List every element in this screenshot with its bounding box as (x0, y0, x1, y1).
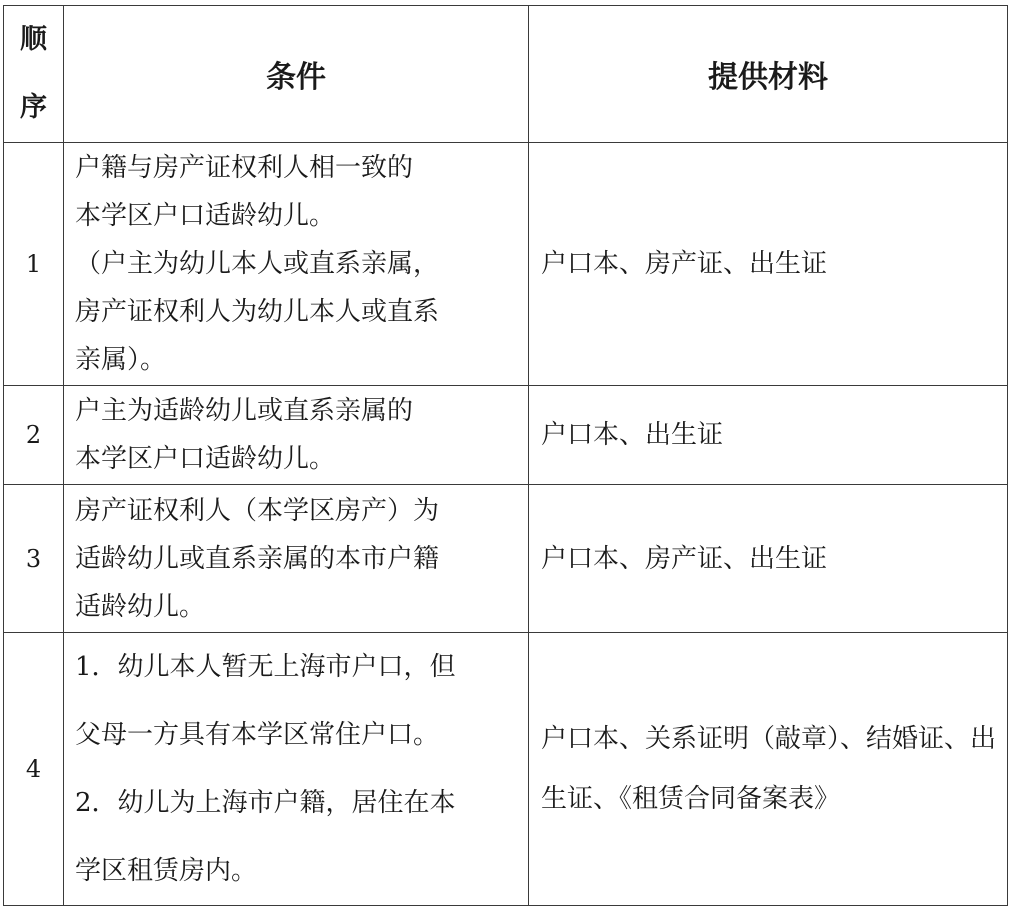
header-row (4, 6, 1008, 143)
row-materials: 户口本、房产证、出生证 (529, 485, 1008, 633)
row-condition (64, 386, 529, 485)
materials-header: 提供材料 (529, 6, 1008, 143)
condition-line: 适龄幼儿或直系亲属的本市户籍 (75, 543, 440, 574)
condition-line: 户籍与房产证权利人相一致的 (75, 153, 414, 183)
condition-line: 1．幼儿本人暂无上海市户口，但 (75, 652, 456, 682)
row-condition (64, 485, 529, 633)
condition-line: 亲属）。 (75, 345, 167, 375)
order-header-line-2: 序 (20, 92, 47, 123)
row-order: 2 (4, 386, 64, 485)
row-order: 4 (4, 633, 64, 906)
table-row (4, 143, 1008, 386)
row-order: 1 (4, 143, 64, 386)
condition-line: 父母一方具有本学区常住户口。 (75, 720, 440, 750)
materials-text: 户口本、关系证明（敲章）、结婚证、出生证、《租赁合同备案表》 (541, 724, 997, 814)
condition-line: 房产证权利人（本学区房产）为 (75, 495, 440, 526)
condition-line: 适龄幼儿。 (75, 591, 206, 622)
condition-line: 房产证权利人为幼儿本人或直系 (75, 297, 440, 327)
enrollment-conditions-table (3, 5, 1008, 906)
table-row (4, 633, 1008, 906)
table-row (4, 386, 1008, 485)
row-order: 3 (4, 485, 64, 633)
condition-line: 2．幼儿为上海市户籍，居住在本 (75, 788, 456, 818)
row-condition (64, 143, 529, 386)
row-condition (64, 633, 529, 906)
order-header-line-1: 顺 (20, 24, 47, 55)
condition-header: 条件 (64, 6, 529, 143)
row-materials (529, 633, 1008, 906)
condition-line: 学区租赁房内。 (75, 856, 258, 886)
table-row (4, 485, 1008, 633)
row-materials: 户口本、房产证、出生证 (529, 143, 1008, 386)
condition-line: 本学区户口适龄幼儿。 (75, 444, 336, 474)
condition-line: （户主为幼儿本人或直系亲属， (75, 249, 440, 279)
row-materials: 户口本、出生证 (529, 386, 1008, 485)
condition-line: 本学区户口适龄幼儿。 (75, 201, 336, 231)
order-header (4, 6, 64, 143)
condition-line: 户主为适龄幼儿或直系亲属的 (75, 396, 414, 426)
